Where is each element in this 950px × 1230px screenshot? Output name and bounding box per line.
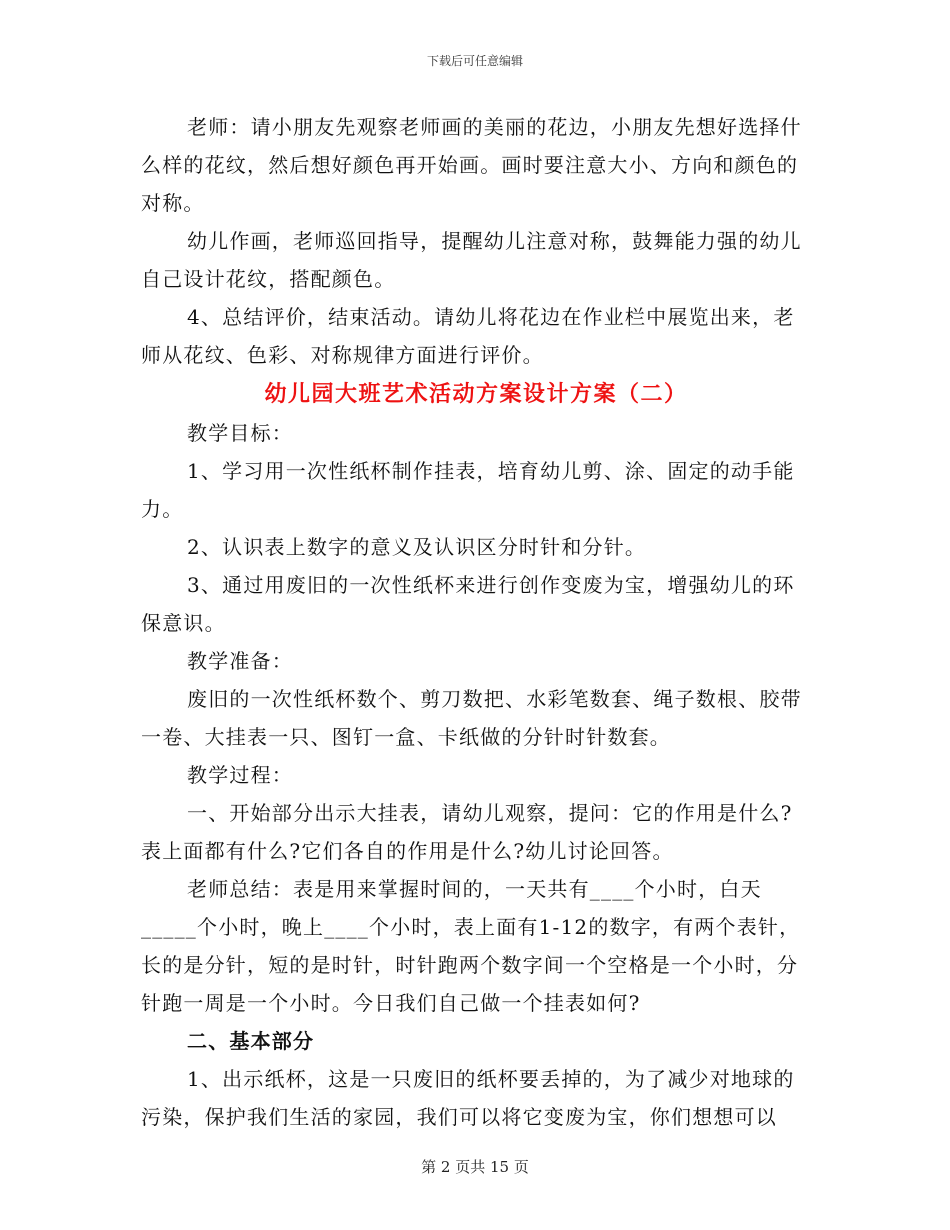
section-label: 教学目标： <box>187 421 293 445</box>
paragraph: 幼儿作画，老师巡回指导，提醒幼儿注意对称，鼓舞能力强的幼儿自己设计花纹，搭配颜色。 <box>141 229 802 291</box>
paragraph: 老师：请小朋友先观察老师画的美丽的花边，小朋友先想好选择什么样的花纹，然后想好颜色再开始画。画时要注意大小、方向和颜色的对称。 <box>141 115 802 215</box>
page-footer: 第 2 页共 15 页 <box>421 1158 529 1176</box>
section-label: 教学准备： <box>187 649 293 673</box>
paragraph: 2、认识表上数字的意义及认识区分时针和分针。 <box>187 535 647 559</box>
paragraph: 一、开始部分出示大挂表，请幼儿观察，提问：它的作用是什么?表上面都有什么?它们各自的作用是什么?幼儿讨论回答。 <box>141 801 793 863</box>
paragraph: 4、总结评价，结束活动。请幼儿将花边在作业栏中展览出来，老师从花纹、色彩、对称规律方面进行评价。 <box>141 305 795 367</box>
paragraph: 1、出示纸杯，这是一只废旧的纸杯要丢掉的，为了减少对地球的污染，保护我们生活的家园，我们可以将它变废为宝，你们想想可以 <box>141 1067 795 1129</box>
section-label: 教学过程： <box>187 763 293 787</box>
paragraph: 1、学习用一次性纸杯制作挂表，培育幼儿剪、涂、固定的动手能力。 <box>141 459 795 521</box>
paragraph: 废旧的一次性纸杯数个、剪刀数把、水彩笔数套、绳子数根、胶带一卷、大挂表一只、图钉一盒、卡纸做的分针时针数套。 <box>141 687 802 749</box>
paragraph: 老师总结：表是用来掌握时间的，一天共有____个小时，白天_____个小时，晚上____个小时，表上面有1-12的数字，有两个表针，长的是分针，短的是时针，时针跑两个数字间一个空格是一个小时，分针跑一周是一个小时。今日我们自己做一个挂表如何? <box>141 877 801 1015</box>
subsection-heading: 二、基本部分 <box>187 1029 315 1053</box>
page-header: 下载后可任意编辑 <box>426 54 523 68</box>
section-title: 幼儿园大班艺术活动方案设计方案（二） <box>264 381 688 407</box>
paragraph: 3、通过用废旧的一次性纸杯来进行创作变废为宝，增强幼儿的环保意识。 <box>141 573 795 635</box>
document-body <box>141 108 811 1136</box>
